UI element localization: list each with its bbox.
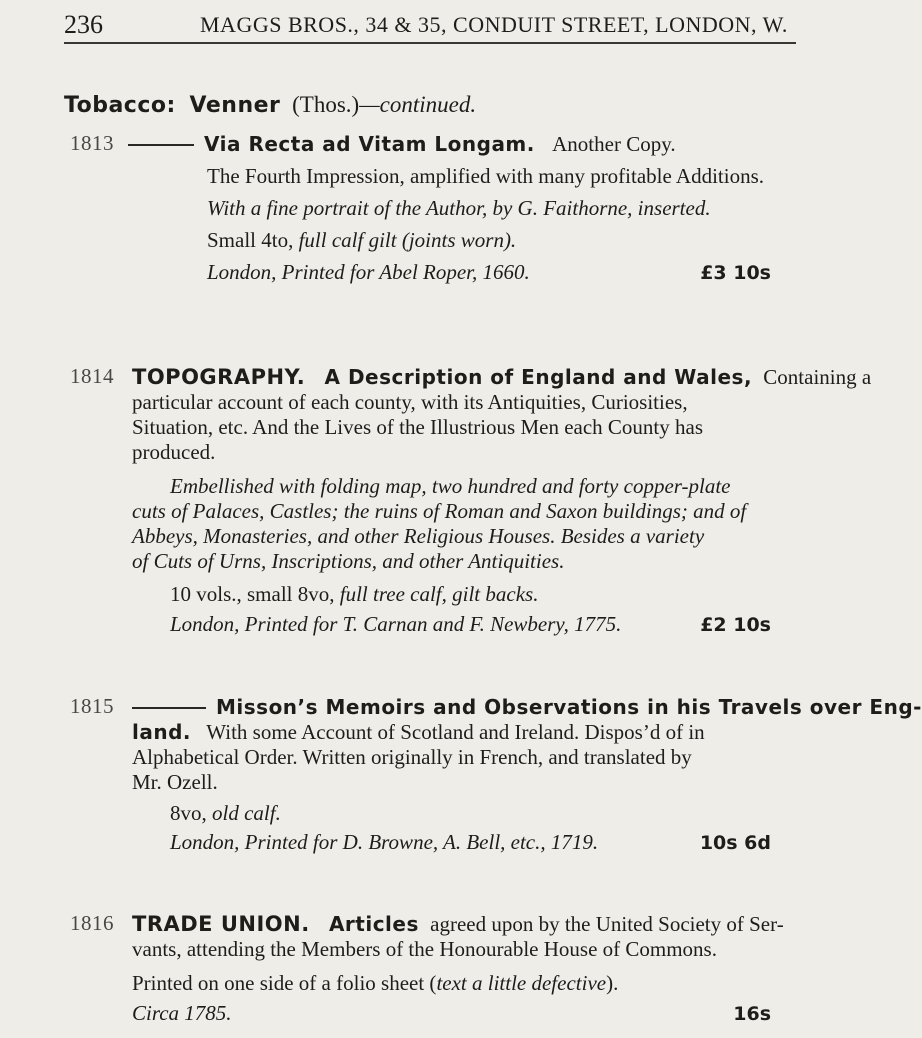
entry-title-line-2 [132, 719, 705, 745]
entry-note-condition: text a little defective [436, 971, 607, 995]
entry-title: A Description of England and Wales, [324, 365, 753, 389]
section-subject: Tobacco: [64, 93, 176, 118]
entry-text: Mr. Ozell. [132, 770, 218, 794]
entry-text: particular account of each county, with its Antiquities, Curiosities, [132, 390, 688, 414]
lot-number: 1813 [70, 131, 114, 155]
entry-format-size: 8vo, [170, 801, 212, 825]
entry-text: cuts of Palaces, Castles; the ruins of Roman and Saxon buildings; and of [132, 499, 747, 523]
entry-text: produced. [132, 440, 216, 464]
entry-text: agreed upon by the United Society of Ser- [430, 912, 784, 936]
entry-imprint: Circa 1785. [132, 1001, 232, 1025]
lot-number: 1814 [70, 364, 114, 388]
entry-text: Embellished with folding map, two hundred and forty copper-plate [170, 474, 731, 498]
entry-text: Containing a [763, 365, 872, 389]
section-author: Venner [189, 93, 281, 118]
entry-text: vants, attending the Members of the Honourable House of Commons. [132, 937, 717, 961]
page-number: 236 [64, 10, 103, 39]
entry-text: Alphabetical Order. Written originally in French, and translated by [132, 745, 692, 769]
entry-heading: TRADE UNION. [132, 912, 310, 936]
entry-title: Via Recta ad Vitam Longam. [204, 132, 535, 156]
entry-format [170, 581, 538, 607]
entry-text: The Fourth Impression, amplified with many profitable Additions. [207, 164, 765, 188]
entry-text: Situation, etc. And the Lives of the Illustrious Men each County has [132, 415, 703, 439]
entry-format-size: 10 vols., small 8vo, [170, 582, 340, 606]
section-heading [64, 92, 476, 119]
header-rule [64, 42, 796, 44]
entry-title-line [132, 364, 871, 390]
ditto-dash [128, 144, 194, 146]
entry-price: £3 10s [700, 262, 771, 284]
entry-title-line [118, 694, 922, 720]
entry-note-start: Printed on one side of a folio sheet ( [132, 971, 437, 995]
entry-text: Abbeys, Monasteries, and other Religious Houses. Besides a variety [132, 524, 705, 548]
running-head: MAGGS BROS., 34 & 35, CONDUIT STREET, LONDON, W. [200, 12, 788, 37]
entry-price: 16s [733, 1003, 771, 1025]
entry-title: Articles [328, 912, 419, 936]
ditto-dash [132, 707, 206, 709]
entry-heading: TOPOGRAPHY. [132, 365, 306, 389]
entry-price: £2 10s [700, 614, 771, 636]
entry-title-line [118, 131, 676, 157]
entry-title-continued: land. [132, 720, 192, 744]
page-header [64, 8, 796, 40]
entry-text: With some Account of Scotland and Ireland. Dispos’d of in [206, 720, 705, 744]
section-continued: —continued. [359, 92, 477, 117]
entry-price: 10s 6d [699, 832, 771, 854]
entry-text: With a fine portrait of the Author, by G. Faithorne, inserted. [207, 196, 711, 220]
entry-format-size: Small 4to, [207, 228, 299, 252]
entry-note-end: ). [606, 971, 619, 995]
lot-number: 1815 [70, 694, 114, 718]
lot-number: 1816 [70, 911, 114, 935]
entry-text: of Cuts of Urns, Inscriptions, and other Antiquities. [132, 549, 565, 573]
entry-title-line [132, 911, 784, 937]
entry-format [207, 227, 516, 253]
entry-imprint: London, Printed for Abel Roper, 1660. [207, 260, 530, 284]
entry-binding: full tree calf, gilt backs. [339, 582, 539, 606]
entry-imprint: London, Printed for D. Browne, A. Bell, etc., 1719. [170, 830, 599, 854]
entry-title: Misson’s Memoirs and Observations in his Travels over Eng- [216, 695, 922, 719]
entry-note [132, 970, 618, 996]
entry-text: Another Copy. [552, 132, 676, 156]
entry-binding: old calf. [212, 801, 281, 825]
entry-imprint: London, Printed for T. Carnan and F. Newbery, 1775. [170, 612, 622, 636]
entry-binding: full calf gilt (joints worn). [298, 228, 517, 252]
section-author-rest: (Thos.) [292, 92, 360, 117]
entry-format [170, 800, 281, 826]
